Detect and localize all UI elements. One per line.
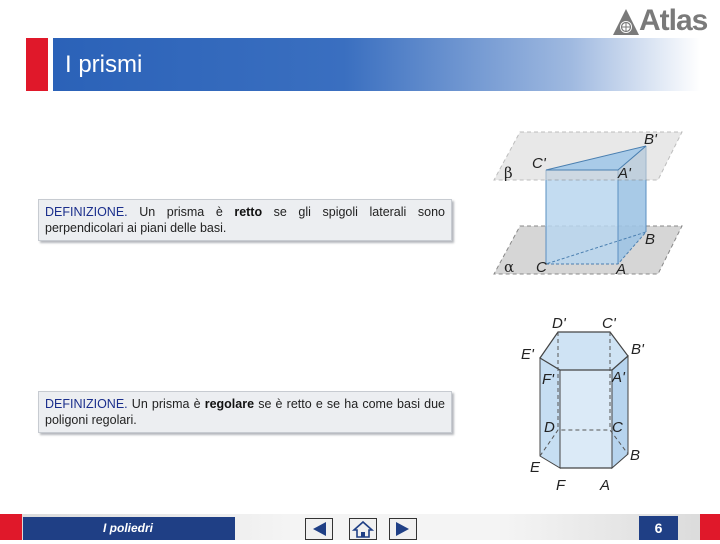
definition-text-post: se è retto e se ha come basi due poligoni regolari. (45, 397, 445, 427)
vertex-label: C (536, 259, 547, 276)
vertex-label: D' (552, 315, 566, 332)
footer-accent-right (700, 514, 720, 540)
prev-icon (306, 519, 332, 539)
home-icon (350, 519, 376, 539)
prism-face (560, 370, 612, 468)
vertex-label: C (612, 419, 623, 436)
next-button[interactable] (389, 518, 417, 540)
definition-keyword: DEFINIZIONE. (45, 397, 128, 411)
triangular-prism-figure (488, 126, 688, 278)
vertex-label: C' (602, 315, 616, 332)
vertex-label: A (600, 477, 611, 494)
vertex-label: E (530, 459, 541, 476)
vertex-label: F (556, 477, 566, 494)
plane-label-beta: β (504, 164, 513, 182)
prism-top-base (540, 332, 628, 370)
header-accent-bar (26, 38, 48, 91)
vertex-label: F' (542, 371, 555, 388)
definition-keyword: DEFINIZIONE. (45, 205, 128, 219)
vertex-label: A' (612, 369, 625, 386)
definition-text-pre: Un prisma è (127, 397, 205, 411)
definition-term: regolare (204, 397, 255, 411)
page-title: I prismi (65, 51, 143, 78)
vertex-label: B' (644, 131, 657, 148)
section-link[interactable] (23, 517, 235, 540)
plane-label-alpha: α (504, 258, 515, 276)
footer-accent-left (0, 514, 22, 540)
vertex-label: A (616, 261, 627, 278)
prism-front-face (546, 170, 618, 264)
vertex-label: B (630, 447, 641, 464)
home-button[interactable] (349, 518, 377, 540)
vertex-label: B' (631, 341, 644, 358)
definition-text-pre: Un prisma è (127, 205, 235, 219)
vertex-label: A' (618, 165, 631, 182)
vertex-label: D (544, 419, 555, 436)
logo-text: Atlas (639, 4, 708, 37)
hexagonal-prism-figure (516, 310, 656, 496)
vertex-label: C' (532, 155, 546, 172)
title-bar (53, 38, 700, 91)
definition-term: retto (234, 205, 263, 219)
definition-retto (38, 199, 452, 241)
page-number: 6 (639, 516, 678, 540)
section-label: I poliedri (103, 521, 154, 535)
globe-icon (612, 8, 640, 36)
vertex-label: E' (521, 346, 534, 363)
definition-text-post: se gli spigoli laterali sono perpendicolari ai piani delle basi. (45, 205, 445, 235)
prev-button[interactable] (305, 518, 333, 540)
definition-regolare (38, 391, 452, 433)
next-icon (390, 519, 416, 539)
atlas-logo (612, 4, 708, 37)
vertex-label: B (645, 231, 656, 248)
